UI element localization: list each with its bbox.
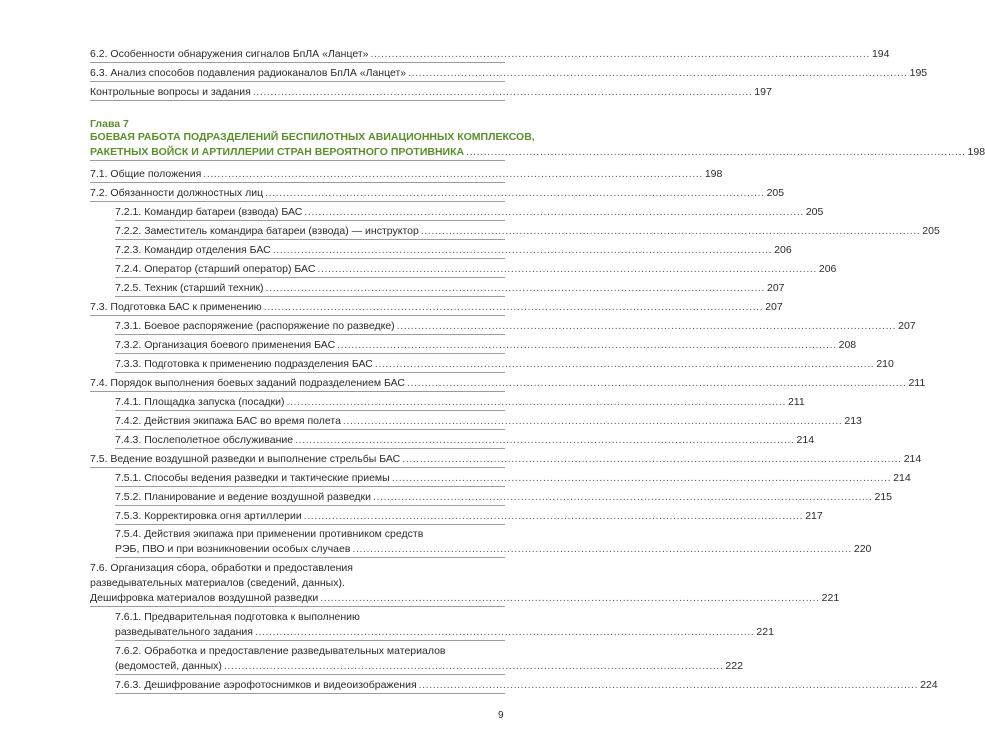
toc-entry-title: 6.2. Особенности обнаружения сигналов БпЛА «Ланцет» — [90, 48, 369, 60]
toc-entry-page: 213 — [844, 415, 862, 427]
chapter-title-line: БОЕВАЯ РАБОТА ПОДРАЗДЕЛЕНИЙ БЕСПИЛОТНЫХ АВИАЦИОННЫХ КОМПЛЕКСОВ, — [90, 131, 535, 143]
toc-entry: 7.4. Порядок выполнения боевых заданий подразделением БАС .............................................................................................................................................. 211 — [90, 376, 505, 392]
toc-entry: 7.5.3. Корректировка огня артиллерии .............................................................................................................................................. 217 — [115, 509, 505, 525]
toc-entry: 7.2. Обязанности должностных лиц .............................................................................................................................................. 205 — [90, 186, 505, 202]
toc-entry-title: 7.6.1. Предварительная подготовка к выполнению — [115, 611, 360, 623]
toc-entry-page: 220 — [853, 543, 872, 555]
chapter-title: БОЕВАЯ РАБОТА ПОДРАЗДЕЛЕНИЙ БЕСПИЛОТНЫХ АВИАЦИОННЫХ КОМПЛЕКСОВ, РАКЕТНЫХ ВОЙСК И АРТИЛЛЕРИИ СТРАН ВЕРОЯТНОГО ПРОТИВНИКА .............................................................................................................................................. 198 — [90, 130, 505, 161]
toc-entry-title: 7.2.1. Командир батареи (взвода) БАС — [115, 206, 303, 218]
toc-entry: 7.2.3. Командир отделения БАС .............................................................................................................................................. 206 — [115, 243, 505, 259]
toc-entry-page: 206 — [818, 263, 837, 275]
toc-entry-title: (ведомостей, данных) — [115, 660, 222, 672]
toc-entry-title: 7.3.3. Подготовка к применению подразделения БАС — [115, 358, 373, 370]
toc-entry-page: 217 — [805, 510, 823, 522]
toc-entry-page: 194 — [871, 48, 890, 60]
toc-entry-title: 7.5. Ведение воздушной разведки и выполнение стрельбы БАС — [90, 453, 401, 465]
toc-entry-title: 7.2. Обязанности должностных лиц — [90, 187, 264, 199]
toc-entry-page: 214 — [893, 472, 911, 484]
toc-entry: 7.2.4. Оператор (старший оператор) БАС .............................................................................................................................................. 206 — [115, 262, 505, 278]
toc-entry-title: разведывательных материалов (сведений, данных). — [90, 577, 345, 589]
toc-entry: 7.6.3. Дешифрование аэрофотоснимков и видеоизображения .............................................................................................................................................. 224 — [115, 678, 505, 694]
toc-entry: 7.3.2. Организация боевого применения БАС .............................................................................................................................................. 208 — [115, 338, 505, 354]
toc-entry: 7.3. Подготовка БАС к применению .............................................................................................................................................. 207 — [90, 300, 505, 316]
toc-entry-title: 7.3. Подготовка БАС к применению — [90, 301, 262, 313]
toc-entry-page: 214 — [903, 453, 922, 465]
toc-entry-page: 221 — [756, 626, 774, 638]
toc-entry-title: 6.3. Анализ способов подавления радиоканалов БпЛА «Ланцет» — [90, 67, 407, 79]
toc-entry-title: 7.5.3. Корректировка огня артиллерии — [115, 510, 302, 522]
page-number: 9 — [498, 710, 504, 721]
toc-entry-title: 7.5.2. Планирование и ведение воздушной разведки — [115, 491, 372, 503]
toc-entry-title: 7.2.4. Оператор (старший оператор) БАС — [115, 263, 316, 275]
toc-entry-title: 7.4.1. Площадка запуска (посадки) — [115, 396, 285, 408]
toc-entry: 7.4.3. Послеполетное обслуживание .............................................................................................................................................. 214 — [115, 433, 505, 449]
toc-entry-title: 7.2.2. Заместитель командира батареи (взвода) — инструктор — [115, 225, 419, 237]
toc-entry-page: 207 — [898, 320, 916, 332]
toc-entry-page: 198 — [704, 168, 723, 180]
toc-entry-page: 211 — [787, 396, 805, 408]
toc-entry-page: 205 — [766, 187, 785, 199]
toc-entry-title: 7.6.3. Дешифрование аэрофотоснимков и видеоизображения — [115, 679, 417, 691]
toc-entry-title: 7.2.3. Командир отделения БАС — [115, 244, 271, 256]
toc-entry-title: 7.4.2. Действия экипажа БАС во время полета — [115, 415, 341, 427]
toc-entry-title: 7.6. Организация сбора, обработки и предоставления — [90, 562, 353, 574]
toc-entry-page: 222 — [725, 660, 743, 672]
toc-entry: 6.3. Анализ способов подавления радиоканалов БпЛА «Ланцет» .............................................................................................................................................. 195 — [90, 66, 505, 82]
toc-entry-title: 7.1. Общие положения — [90, 168, 202, 180]
toc-entry-page: 221 — [821, 592, 840, 604]
toc-entry-page: 197 — [754, 86, 772, 98]
toc-entry: 6.2. Особенности обнаружения сигналов БпЛА «Ланцет» .............................................................................................................................................. 194 — [90, 47, 505, 63]
toc-entry-title: Контрольные вопросы и задания — [90, 86, 251, 98]
toc-entry-page: 211 — [908, 377, 926, 389]
toc-entry: 7.4.1. Площадка запуска (посадки) .............................................................................................................................................. 211 — [115, 395, 505, 411]
toc-entry-page: 207 — [767, 282, 785, 294]
toc-entry-title: 7.3.2. Организация боевого применения БАС — [115, 339, 336, 351]
chapter-page: 198 — [967, 146, 985, 158]
toc-entry: 7.5. Ведение воздушной разведки и выполнение стрельбы БАС .............................................................................................................................................. 214 — [90, 452, 505, 468]
toc-entry: 7.2.5. Техник (старший техник) .............................................................................................................................................. 207 — [115, 281, 505, 297]
toc-entry: 7.5.2. Планирование и ведение воздушной разведки .............................................................................................................................................. 215 — [115, 490, 505, 506]
toc-entry-title: 7.6.2. Обработка и предоставление разведывательных материалов — [115, 645, 446, 657]
toc-entry-title: 7.3.1. Боевое распоряжение (распоряжение по разведке) — [115, 320, 395, 332]
toc-entry: 7.6. Организация сбора, обработки и предоставления разведывательных материалов (сведений, данных). Дешифровка материалов воздушной разведки .............................................................................................................................................. 221 — [90, 561, 505, 607]
toc-entry: 7.6.2. Обработка и предоставление разведывательных материалов (ведомостей, данных) .............................................................................................................................................. 222 — [115, 644, 505, 675]
toc-entry: Контрольные вопросы и задания .............................................................................................................................................. 197 — [90, 85, 505, 101]
toc-entry-page: 205 — [805, 206, 824, 218]
toc-entry-title: 7.5.1. Способы ведения разведки и тактические приемы — [115, 472, 390, 484]
toc-entry-page: 207 — [765, 301, 783, 313]
toc-entry-page: 224 — [920, 679, 938, 691]
toc-entry: 7.5.1. Способы ведения разведки и тактические приемы .............................................................................................................................................. 214 — [115, 471, 505, 487]
chapter-label: Глава 7 — [90, 118, 129, 130]
toc-entry-page: 195 — [909, 67, 928, 79]
toc-entry: 7.6.1. Предварительная подготовка к выполнению разведывательного задания .............................................................................................................................................. 221 — [115, 610, 505, 641]
toc-entry-page: 215 — [874, 491, 893, 503]
toc-entry: 7.2.2. Заместитель командира батареи (взвода) — инструктор .............................................................................................................................................. 205 — [115, 224, 505, 240]
toc-entry-title: 7.4. Порядок выполнения боевых заданий подразделением БАС — [90, 377, 406, 389]
toc-entry-title: Дешифровка материалов воздушной разведки — [90, 592, 319, 604]
toc-entry-title: разведывательного задания — [115, 626, 253, 638]
toc-entry: 7.1. Общие положения .............................................................................................................................................. 198 — [90, 167, 505, 183]
toc-entry-title: 7.4.3. Послеполетное обслуживание — [115, 434, 294, 446]
toc-entry-title: 7.2.5. Техник (старший техник) — [115, 282, 264, 294]
toc-entry-page: 214 — [796, 434, 815, 446]
toc-entry-page: 208 — [838, 339, 857, 351]
toc-entry-page: 205 — [922, 225, 940, 237]
toc-entry: 7.2.1. Командир батареи (взвода) БАС .............................................................................................................................................. 205 — [115, 205, 505, 221]
toc-entry: 7.3.1. Боевое распоряжение (распоряжение по разведке) .............................................................................................................................................. 207 — [115, 319, 505, 335]
toc-entry-title: 7.5.4. Действия экипажа при применении противником средств — [115, 528, 424, 540]
chapter-title-line: РАКЕТНЫХ ВОЙСК И АРТИЛЛЕРИИ СТРАН ВЕРОЯТНОГО ПРОТИВНИКА — [90, 146, 465, 158]
toc-entry: 7.4.2. Действия экипажа БАС во время полета .............................................................................................................................................. 213 — [115, 414, 505, 430]
toc-entry-page: 206 — [774, 244, 792, 256]
toc-entry: 7.3.3. Подготовка к применению подразделения БАС .............................................................................................................................................. 210 — [115, 357, 505, 373]
toc-entry-page: 210 — [876, 358, 894, 370]
toc-entry: 7.5.4. Действия экипажа при применении противником средств РЭБ, ПВО и при возникновении особых случаев .............................................................................................................................................. 220 — [115, 527, 505, 558]
toc-entry-title: РЭБ, ПВО и при возникновении особых случаев — [115, 543, 351, 555]
